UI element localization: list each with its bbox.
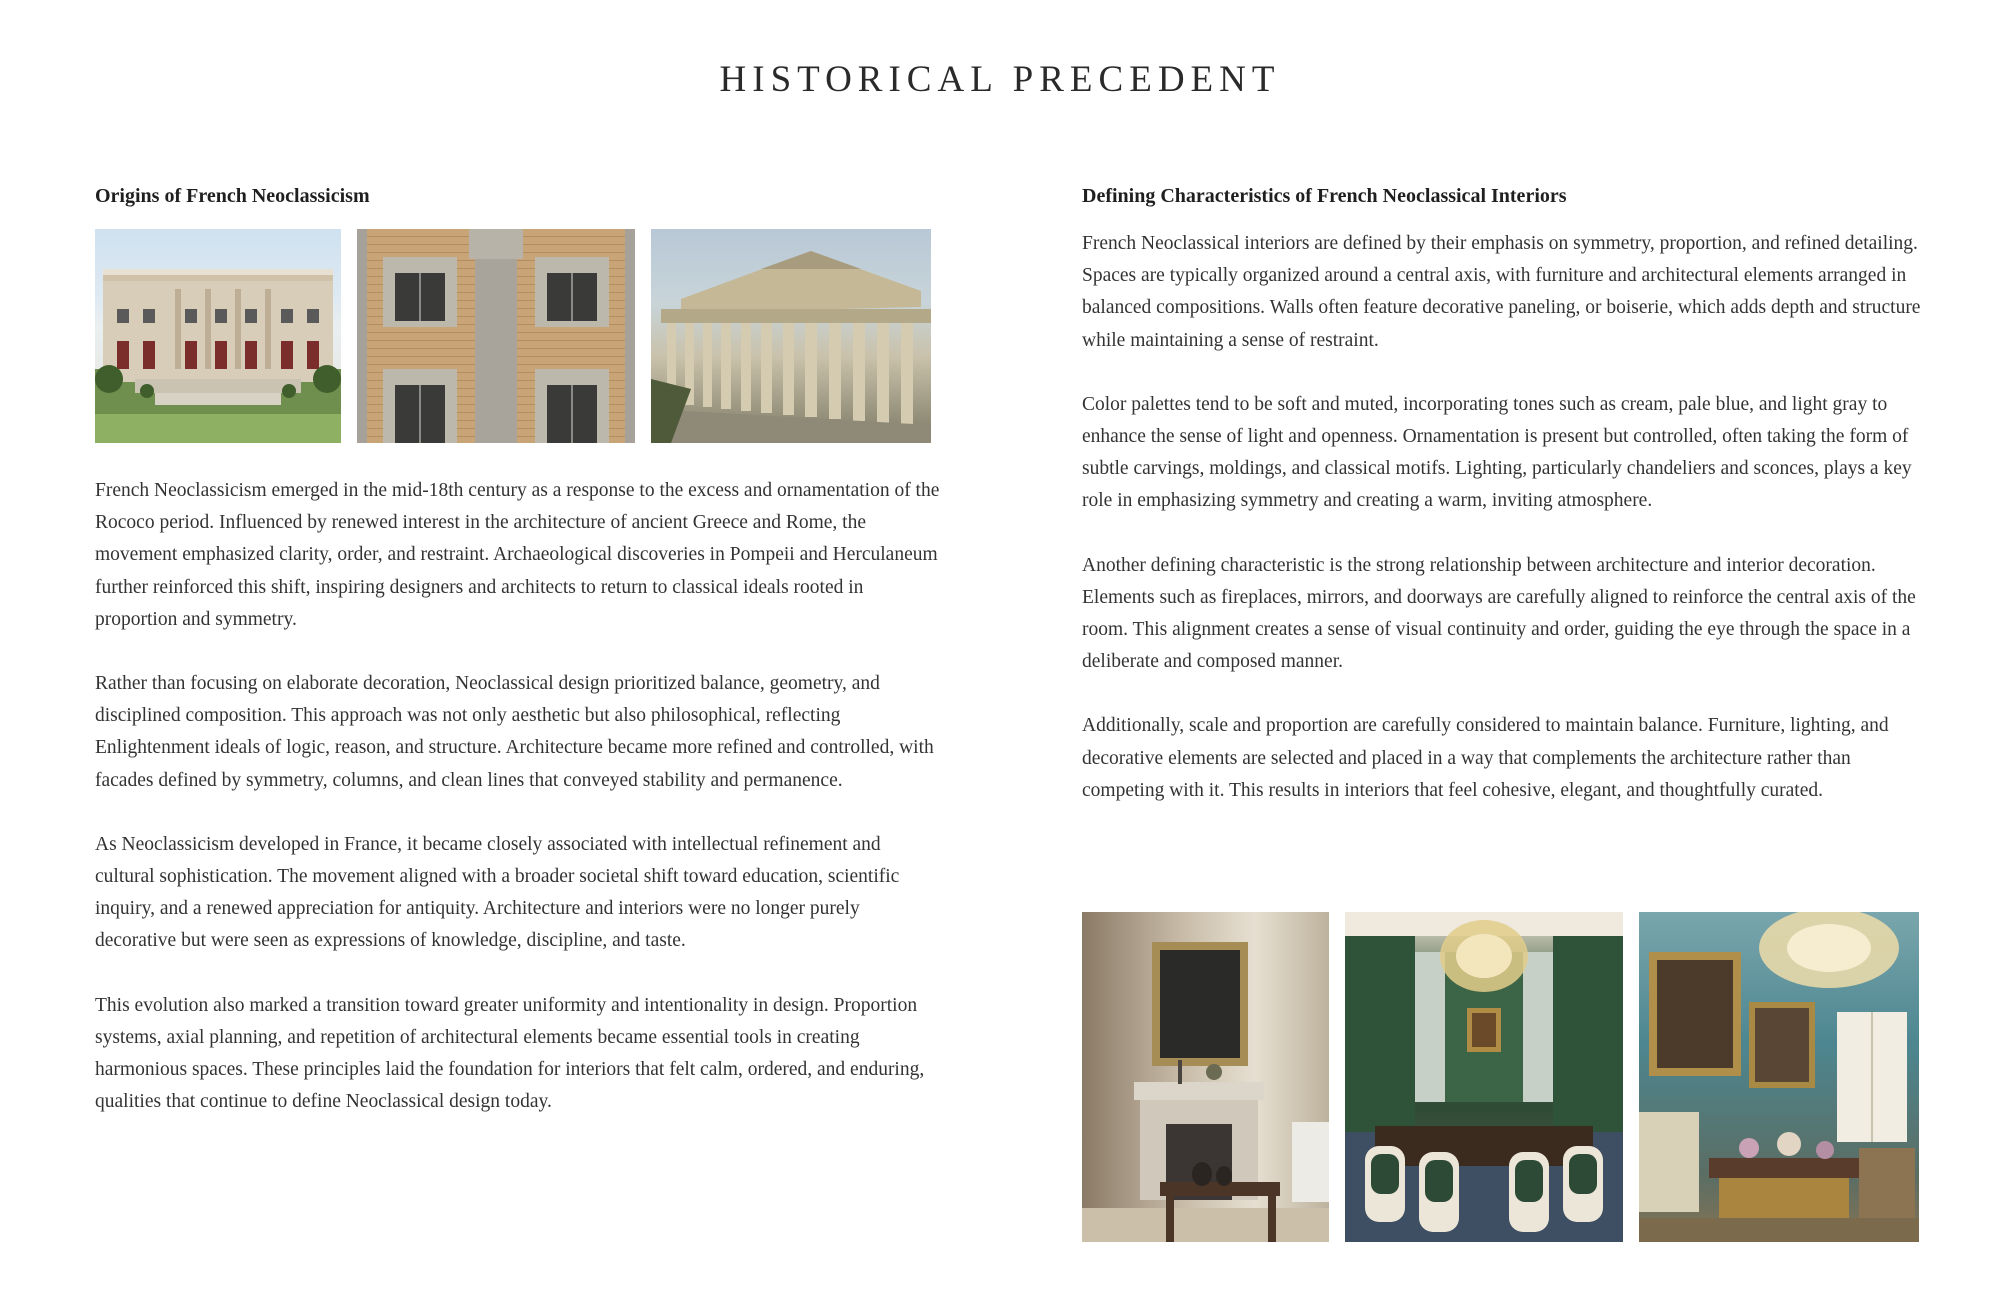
palace-photo <box>95 229 341 443</box>
paragraph: Another defining characteristic is the strong relationship between architecture and interior decoration. Elements such as fireplaces, mirrors, and doorways are carefully aligned to reinforce the central axis of the room. This alignment creates a sense of visual continuity and order, guiding the eye through the space in a deliberate and composed manner. <box>1082 554 1916 673</box>
paragraph: Rather than focusing on elaborate decoration, Neoclassical design prioritized balance, geometry, and disciplined composition. This approach was not only aesthetic but also philosophical, reflecting Enlightenment ideals of logic, reason, and structure. Architecture became more refined and controlled, with facades defined by symmetry, columns, and clean lines that conveyed stability and permanence. <box>95 673 934 791</box>
temple-church-photo <box>651 229 931 443</box>
paragraph: This evolution also marked a transition toward greater uniformity and intentionality in design. Proportion systems, axial planning, and repetition of architectural elements became essential tools in creating harmonious spaces. These principles laid the foundation for interiors that felt calm, ordered, and enduring, qualities that continue to define Neoclassical design today. <box>95 994 925 1113</box>
page-title: HISTORICAL PRECEDENT <box>719 59 1281 100</box>
paragraph: As Neoclassicism developed in France, it became closely associated with intellectual refinement and cultural sophistication. The movement aligned with a broader societal shift toward education, scientific inquiry, and a renewed appreciation for antiquity. Architecture and interiors were no longer purely decorative but were seen as expressions of knowledge, discipline, and taste. <box>95 833 900 952</box>
paragraph: French Neoclassical interiors are defined by their emphasis on symmetry, proportion, and refined detailing. Spaces are typically organized around a central axis, with furniture and architectural elements arranged in balanced compositions. Walls often feature decorative paneling, or boiserie, which adds depth and structure while maintaining a sense of restraint. <box>1082 233 1921 351</box>
facade-detail-photo <box>357 229 635 443</box>
paragraph: Color palettes tend to be soft and muted, incorporating tones such as cream, pale blue, and light gray to enhance the sense of light and openness. Ornamentation is present but controlled, often taking the form of subtle carvings, moldings, and classical motifs. Lighting, particularly chandeliers and sconces, plays a key role in emphasizing symmetry and creating a warm, inviting atmosphere. <box>1082 393 1912 512</box>
right-column <box>1082 184 1922 839</box>
left-column <box>95 184 945 1150</box>
paragraph: Additionally, scale and proportion are carefully considered to maintain balance. Furniture, lighting, and decorative elements are selected and placed in a way that complements the architecture rather than competing with it. This results in interiors that feel cohesive, elegant, and thoughtfully curated. <box>1082 715 1889 801</box>
origins-photo-row <box>95 229 945 443</box>
fireplace-interior-photo <box>1082 912 1329 1242</box>
characteristics-text <box>1082 228 1922 807</box>
interiors-photo-row <box>1082 912 1919 1242</box>
origins-text <box>95 475 945 1118</box>
section-heading-origins: Origins of French Neoclassicism <box>95 185 370 207</box>
section-heading-characteristics: Defining Characteristics of French Neoclassical Interiors <box>1082 185 1567 207</box>
dining-room-photo <box>1345 912 1623 1242</box>
paragraph: French Neoclassicism emerged in the mid-18th century as a response to the excess and ornamentation of the Rococo period. Influenced by renewed interest in the architecture of ancient Greece and Rome, the movement emphasized clarity, order, and restraint. Archaeological discoveries in Pompeii and Herculaneum further reinforced this shift, inspiring designers and architects to return to classical ideals rooted in proportion and symmetry. <box>95 480 940 630</box>
salon-interior-photo <box>1639 912 1919 1242</box>
